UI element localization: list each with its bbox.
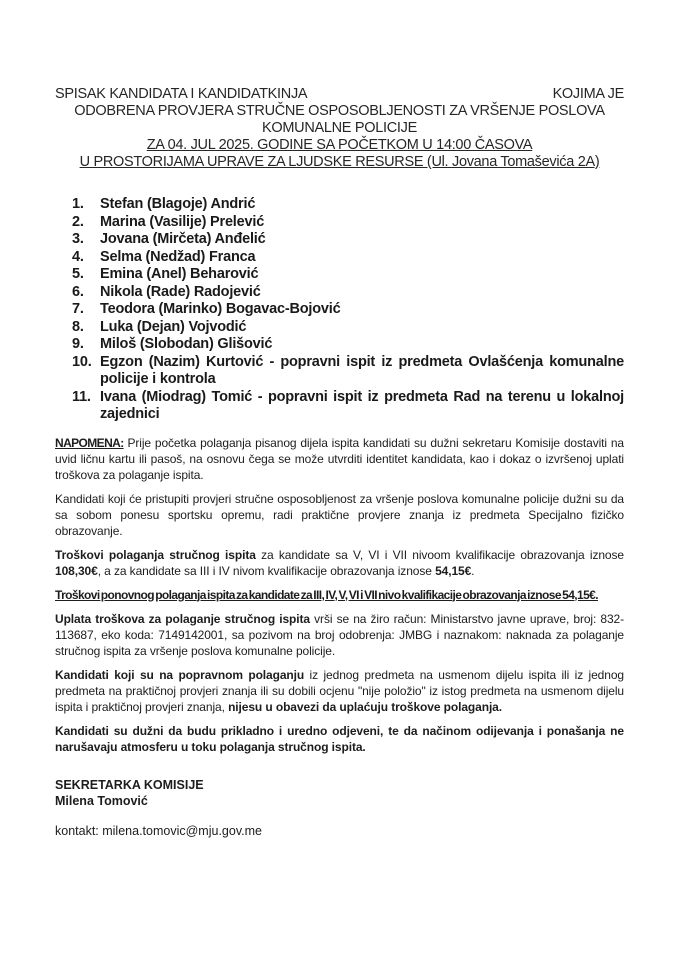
candidate-number: 1. xyxy=(72,196,84,212)
candidate-name: Teodora (Marinko) Bogavac-Bojović xyxy=(100,301,341,317)
candidate-name: Egzon (Nazim) Kurtović - popravni ispit iz predmeta Ovlašćenja komunalne policije i kontrola xyxy=(100,353,624,387)
candidate-number: 2. xyxy=(72,213,84,230)
candidate-item xyxy=(72,336,624,354)
text-run: nijesu u obavezi da uplaćuju troškove polaganja. xyxy=(228,699,502,714)
candidate-name: Stefan (Blagoje) Andrić xyxy=(100,196,256,212)
candidate-item xyxy=(72,266,624,284)
candidate-name: Miloš (Slobodan) Glišović xyxy=(100,336,273,352)
text-run: za kandidate sa V, VI i VII nivoom kvalifikacije obrazovanja iznose xyxy=(255,547,624,562)
text-run: , a za kandidate sa III i IV nivom kvalifikacije obrazovanja iznose xyxy=(97,563,436,578)
candidate-item xyxy=(72,231,624,249)
candidate-name: Selma (Nedžad) Franca xyxy=(100,248,256,265)
note-paragraph xyxy=(55,611,624,659)
signature-name: Milena Tomović xyxy=(55,793,148,808)
title-line3: KOMUNALNE POLICIJE xyxy=(262,120,417,136)
text-run: iz jednog predmeta na usmenom dijelu ispita ili iz jednog predmeta na praktičnoj provjeri znanja ili su dobili ocjenu "nije položio" iz istog predmeta na usmenom dijelu ispita i praktičnoj provjeri znanja, xyxy=(55,667,624,714)
text-run: Troškovi ponovnog polaganja ispita za kandidate za III, IV, V, VI i VII nivo kvalifikacije obrazovanja iznose 54,15€. xyxy=(55,587,598,602)
candidate-item xyxy=(72,319,624,337)
note-paragraph xyxy=(55,587,624,603)
text-run: 54,15€ xyxy=(435,563,472,578)
text-run: 108,30€ xyxy=(55,563,98,578)
candidate-number: 5. xyxy=(72,266,84,282)
candidate-item xyxy=(72,354,624,389)
candidate-item xyxy=(72,301,624,319)
candidate-number: 9. xyxy=(72,336,84,352)
text-run: NAPOMENA: xyxy=(55,435,124,450)
contact-line: kontakt: milena.tomovic@mju.gov.me xyxy=(55,823,262,838)
candidate-name: Emina (Anel) Beharović xyxy=(100,266,259,282)
note-paragraph xyxy=(55,667,624,715)
signature-role: SEKRETARKA KOMISIJE xyxy=(55,777,204,792)
text-run: vrši se na žiro račun: Ministarstvo javne uprave, broj: 832-113687, eko koda: 7149142001, sa pozivom na broj odobrenja: JMBG i naznakom: naknada za polaganje stručnog ispita za vršenje poslova komunalne policije. xyxy=(55,611,624,658)
candidate-number: 11. xyxy=(72,388,91,405)
document-title xyxy=(55,86,624,171)
title-line1-right: KOJIMA JE xyxy=(552,86,624,102)
note-paragraph xyxy=(55,723,624,755)
candidate-name: Ivana (Miodrag) Tomić - popravni ispit iz predmeta Rad na terenu u lokalnoj zajednici xyxy=(100,388,624,422)
title-exam-location: U PROSTORIJAMA UPRAVE ZA LJUDSKE RESURSE (Ul. Jovana Tomaševića 2A) xyxy=(79,154,600,170)
text-run: . xyxy=(471,563,475,578)
candidate-item xyxy=(72,249,624,267)
candidate-name: Nikola (Rade) Radojević xyxy=(100,283,261,300)
text-run: Kandidati koji će pristupiti provjeri stručne osposobljenost za vršenje poslova komunalne policije dužni su da sa sobom ponesu sportsku opremu, radi praktične provjere znanja iz predmeta Specijalno fizičko obrazovanje. xyxy=(55,491,624,538)
candidate-list xyxy=(55,196,624,424)
candidate-number: 8. xyxy=(72,318,84,335)
note-paragraph xyxy=(55,435,624,483)
text-run: Kandidati su dužni da budu prikladno i uredno odjeveni, te da načinom odijevanja i ponašanja ne narušavaju atmosferu u toku polaganja stručnog ispita. xyxy=(55,723,624,754)
text-run: Prije početka polaganja pisanog dijela ispita kandidati su dužni sekretaru Komisije dostaviti na uvid ličnu kartu ili pasoš, na osnovu čega se može utvrditi identitet kandidata, kao i dokaz o izvršenoj uplati troškova za polaganje ispita. xyxy=(55,435,624,482)
candidate-name: Marina (Vasilije) Prelević xyxy=(100,213,265,230)
candidate-number: 4. xyxy=(72,248,84,265)
candidate-item xyxy=(72,284,624,302)
body-paragraphs xyxy=(55,435,624,755)
note-paragraph xyxy=(55,491,624,539)
note-paragraph xyxy=(55,547,624,579)
title-line1-left: SPISAK KANDIDATA I KANDIDATKINJA xyxy=(55,86,308,102)
text-run: Uplata troškova za polaganje stručnog ispita xyxy=(55,611,310,626)
candidate-item xyxy=(72,214,624,232)
candidate-number: 6. xyxy=(72,283,84,300)
title-exam-datetime: ZA 04. JUL 2025. GODINE SA POČETKOM U 14:00 ČASOVA xyxy=(146,137,533,153)
signature-block xyxy=(55,777,624,839)
candidate-number: 3. xyxy=(72,231,84,247)
candidate-number: 7. xyxy=(72,301,84,317)
text-run: Kandidati koji su na popravnom polaganju xyxy=(55,667,305,682)
candidate-item xyxy=(72,389,624,424)
candidate-number: 10. xyxy=(72,353,92,370)
candidate-name: Luka (Dejan) Vojvodić xyxy=(100,318,247,335)
title-line2: ODOBRENA PROVJERA STRUČNE OSPOSOBLJENOSTI ZA VRŠENJE POSLOVA xyxy=(74,103,605,119)
candidate-item xyxy=(72,196,624,214)
title-line1 xyxy=(55,86,624,103)
text-run: Troškovi polaganja stručnog ispita xyxy=(55,547,256,562)
candidate-name: Jovana (Mirčeta) Anđelić xyxy=(100,231,266,247)
